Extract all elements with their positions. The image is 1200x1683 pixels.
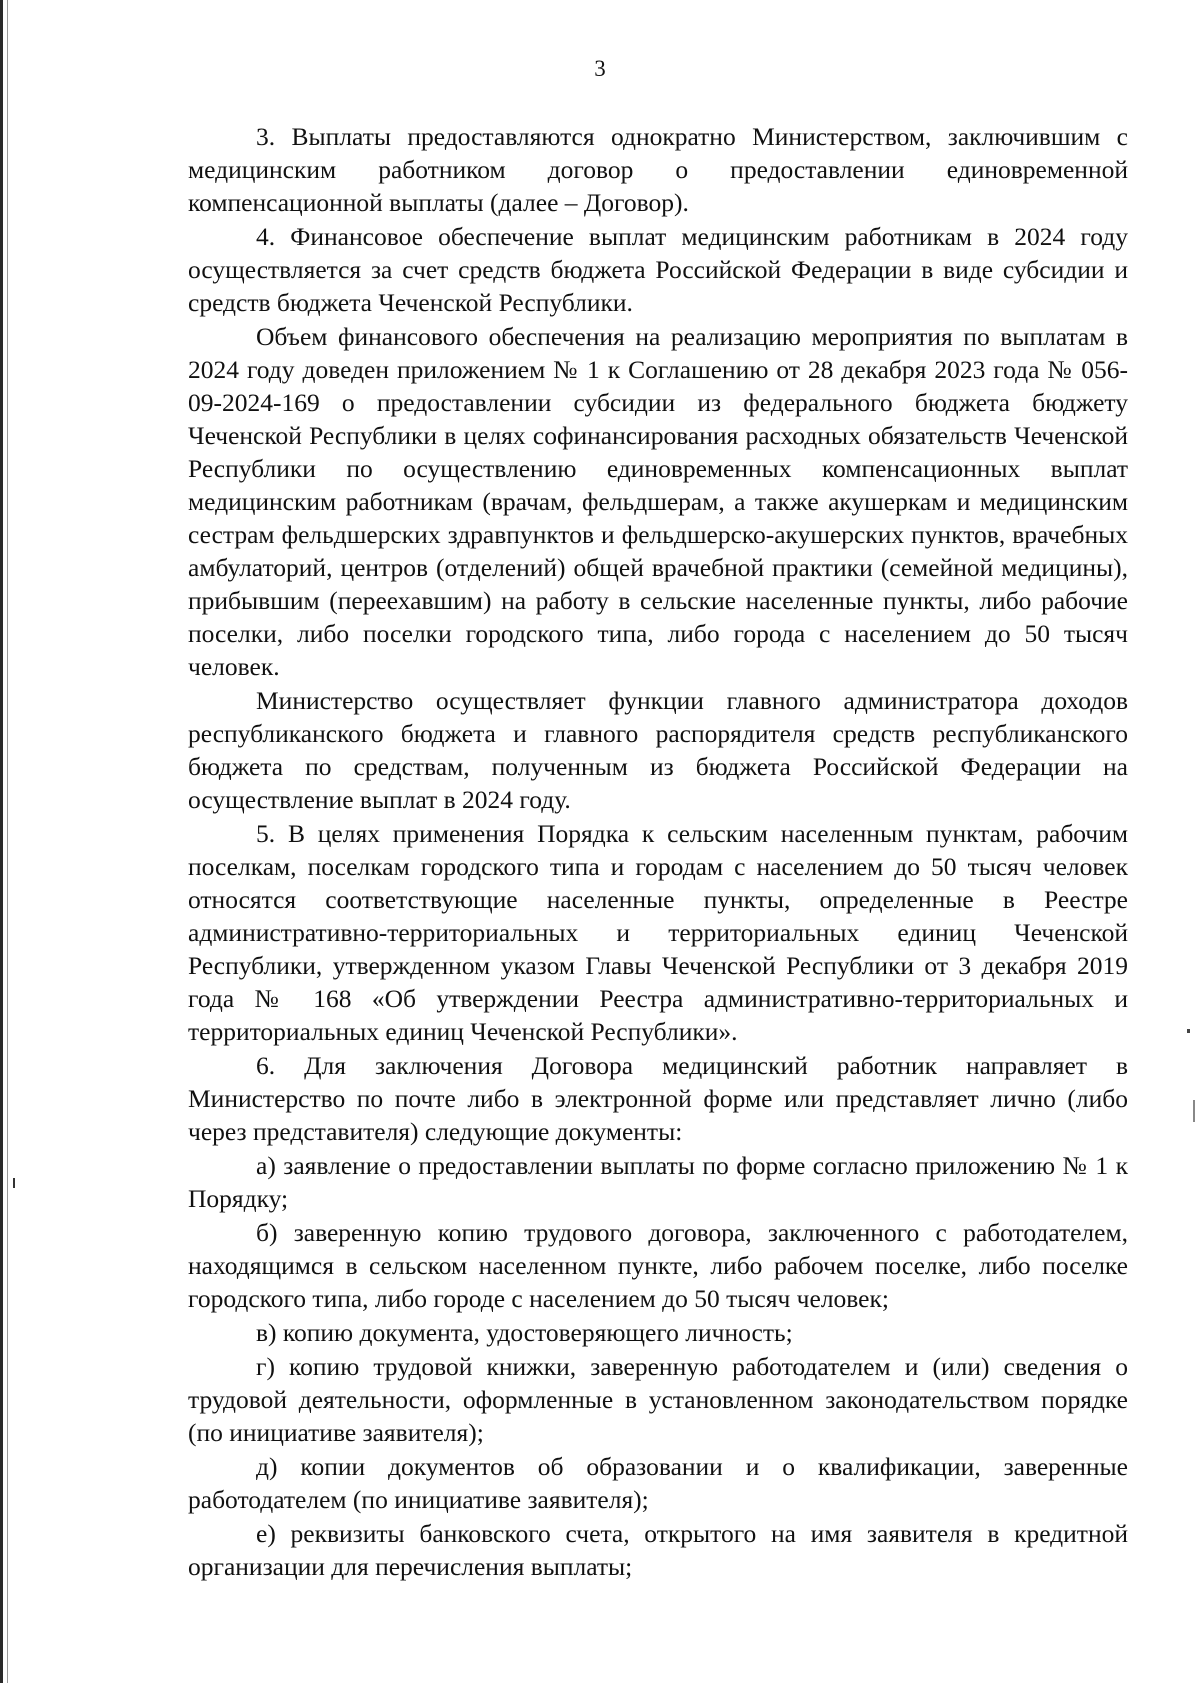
paragraph-4-financing: 4. Финансовое обеспечение выплат медицинским работникам в 2024 году осуществляется за счет средств бюджета Российской Федерации в виде субсидии и средств бюджета Чеченской Республики. [188,222,1128,317]
paragraph-3-payments: 3. Выплаты предоставляются однократно Министерством, заключившим с медицинским работником договор о предоставлении единовременной компенсационной выплаты (далее – Договор). [188,122,1128,217]
list-item-g: г) копию трудовой книжки, заверенную работодателем и (или) сведения о трудовой деятельности, оформленные в установленном законодательством порядке (по инициативе заявителя); [188,1352,1128,1447]
list-item-e: е) реквизиты банковского счета, открытого на имя заявителя в кредитной организации для перечисления выплаты; [188,1519,1128,1581]
scan-artifact [1193,1100,1195,1122]
scan-left-edge-line [7,0,8,1683]
paragraph-ministry-functions: Министерство осуществляет функции главного администратора доходов республиканского бюджета и главного распорядителя средств республиканского бюджета по средствам, полученным из бюджета Российской Федерации на осуществление выплат в 2024 году. [188,686,1128,814]
document-body [188,120,1128,1584]
scan-left-edge [0,0,3,1683]
list-item-d: д) копии документов об образовании и о квалификации, заверенные работодателем (по инициативе заявителя); [188,1452,1128,1514]
paragraph-financing-volume: Объем финансового обеспечения на реализацию мероприятия по выплатам в 2024 году доведен приложением № 1 к Соглашению от 28 декабря 2023 года № 056-09-2024-169 о предоставлении субсидии из федерального бюджета бюджету Чеченской Республики в целях софинансирования расходных обязательств Чеченской Республики по осуществлению единовременных компенсационных выплат медицинским работникам (врачам, фельдшерам, а также акушеркам и медицинским сестрам фельдшерских здравпунктов и фельдшерско-акушерских пунктов, врачебных амбулаторий, центров (отделений) общей врачебной практики (семейной медицины), прибывшим (переехавшим) на работу в сельские населенные пункты, либо рабочие поселки, либо поселки городского типа, либо города с населением до 50 тысяч человек. [188,322,1128,681]
list-item-b: б) заверенную копию трудового договора, заключенного с работодателем, находящимся в сельском населенном пункте, либо рабочем поселке, либо поселке городского типа, либо городе с населением до 50 тысяч человек; [188,1218,1128,1313]
scan-artifact [13,1178,15,1188]
list-item-a: а) заявление о предоставлении выплаты по форме согласно приложению № 1 к Порядку; [188,1151,1128,1213]
scan-artifact [1187,1029,1190,1033]
page-number: 3 [594,56,606,81]
paragraph-5-settlements: 5. В целях применения Порядка к сельским населенным пунктам, рабочим поселкам, поселкам городского типа и городам с населением до 50 тысяч человек относятся соответствующие населенные пункты, определенные в Реестре административно-территориальных и территориальных единиц Чеченской Республики, утвержденном указом Главы Чеченской Республики от 3 декабря 2019 года № 168 «Об утверждении Реестра административно-территориальных и территориальных единиц Чеченской Республики». [188,819,1128,1046]
list-item-v: в) копию документа, удостоверяющего личность; [256,1318,793,1347]
paragraph-6-documents: 6. Для заключения Договора медицинский работник направляет в Министерство по почте либо в электронной форме или представляет лично (либо через представителя) следующие документы: [188,1051,1128,1146]
